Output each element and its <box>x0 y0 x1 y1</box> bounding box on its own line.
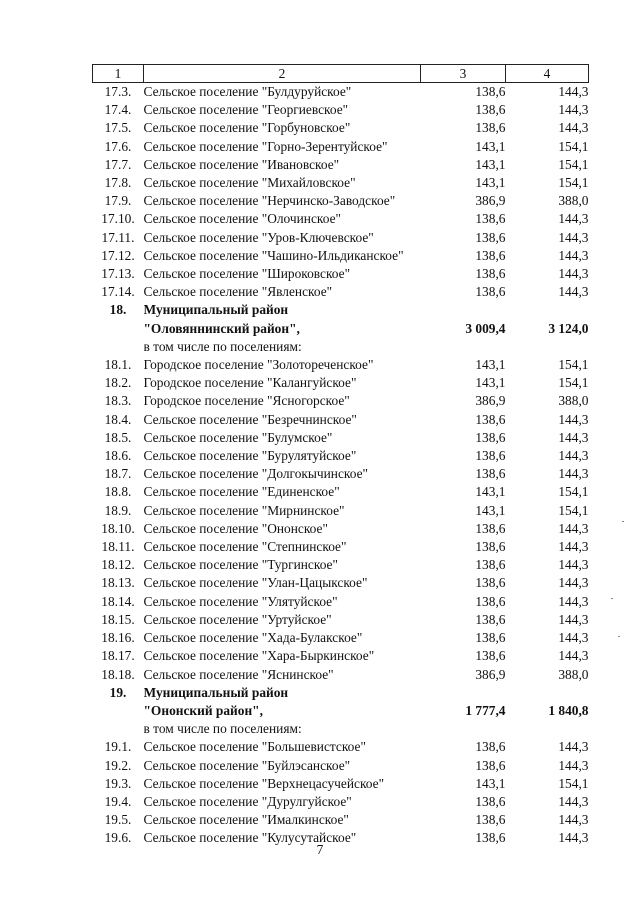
row-name: Сельское поселение "Чашино-Ильдиканское" <box>143 247 404 263</box>
row-value-col4: 144,3 <box>558 466 589 482</box>
row-value-col4: 144,3 <box>558 284 589 300</box>
row-value-col3: 138,6 <box>475 211 506 227</box>
table-row <box>93 429 589 447</box>
table-row <box>93 556 589 574</box>
row-number: 18.9. <box>104 502 132 518</box>
row-value-col3: 138,6 <box>475 120 506 136</box>
row-value-col3: 138,6 <box>475 520 506 536</box>
row-value-col4: 1 840,8 <box>548 702 589 718</box>
row-number: 19.4. <box>104 793 132 809</box>
row-number: 17.8. <box>104 175 132 191</box>
row-number: 18.2. <box>104 375 132 391</box>
row-name: "Оловяннинский район", <box>143 320 300 336</box>
row-number: 17.12. <box>101 247 135 263</box>
row-name: Сельское поселение "Нерчинско-Заводское" <box>143 193 396 209</box>
row-value-col4: 144,3 <box>558 557 589 573</box>
row-value-col3: 143,1 <box>475 775 506 791</box>
budget-table <box>92 64 589 848</box>
table-row <box>93 684 589 702</box>
row-value-col3: 386,9 <box>475 666 506 682</box>
row-name: Сельское поселение "Булумское" <box>143 429 333 445</box>
row-name: Городское поселение "Золотореченское" <box>143 357 374 373</box>
table-row <box>93 138 589 156</box>
table-row <box>93 629 589 647</box>
row-number: 18.8. <box>104 484 132 500</box>
row-value-col4: 154,1 <box>558 138 589 154</box>
row-number: 18.18. <box>101 666 135 682</box>
row-number: 18.10. <box>101 520 135 536</box>
table-row <box>93 793 589 811</box>
table-row <box>93 101 589 119</box>
row-number: 19.3. <box>104 775 132 791</box>
row-number: 17.9. <box>104 193 132 209</box>
row-number: 18.6. <box>104 448 132 464</box>
row-value-col4: 154,1 <box>558 484 589 500</box>
row-value-col3: 138,6 <box>475 229 506 245</box>
column-header-1: 1 <box>93 65 144 83</box>
row-value-col3: 138,6 <box>475 830 506 846</box>
table-row <box>93 593 589 611</box>
table-row <box>93 666 589 684</box>
row-value-col4: 144,3 <box>558 429 589 445</box>
row-value-col4: 154,1 <box>558 775 589 791</box>
row-value-col4: 144,3 <box>558 102 589 118</box>
row-value-col4: 144,3 <box>558 229 589 245</box>
row-value-col4: 154,1 <box>558 502 589 518</box>
table-row <box>93 647 589 665</box>
table-row <box>93 738 589 756</box>
column-header-3: 3 <box>421 65 506 83</box>
row-name: Сельское поселение "Тургинское" <box>143 557 338 573</box>
row-name: Сельское поселение "Уртуйское" <box>143 611 332 627</box>
table-row <box>93 811 589 829</box>
table-row <box>93 229 589 247</box>
row-value-col3: 138,6 <box>475 102 506 118</box>
row-name: Сельское поселение "Яснинское" <box>143 666 334 682</box>
row-number: 17.7. <box>104 156 132 172</box>
row-value-col3: 143,1 <box>475 175 506 191</box>
row-value-col3: 138,6 <box>475 466 506 482</box>
row-name: Сельское поселение "Уров-Ключевское" <box>143 229 374 245</box>
table-row <box>93 720 589 738</box>
row-value-col4: 144,3 <box>558 630 589 646</box>
row-value-col4: 154,1 <box>558 375 589 391</box>
row-value-col3: 138,6 <box>475 411 506 427</box>
table-row <box>93 411 589 429</box>
row-number: 17.3. <box>104 84 132 99</box>
column-header-4: 4 <box>506 65 589 83</box>
row-name: "Ононский район", <box>143 702 263 718</box>
row-value-col3: 138,6 <box>475 84 506 99</box>
table-row <box>93 502 589 520</box>
row-number: 18.16. <box>101 630 135 646</box>
row-number: 18.15. <box>101 611 135 627</box>
row-number: 17.5. <box>104 120 132 136</box>
row-value-col4: 388,0 <box>558 193 589 209</box>
row-value-col4 <box>506 684 589 702</box>
row-name: Сельское поселение "Горно-Зерентуйское" <box>143 138 388 154</box>
row-value-col4: 144,3 <box>558 611 589 627</box>
table-row <box>93 119 589 137</box>
row-number: 19.1. <box>104 739 132 755</box>
row-number: 18.12. <box>101 557 135 573</box>
page-number: 7 <box>316 842 324 857</box>
row-value-col4: 388,0 <box>558 666 589 682</box>
row-name: Сельское поселение "Дурулгуйское" <box>143 793 352 809</box>
row-name: в том числе по поселениям: <box>143 338 302 354</box>
row-name: Сельское поселение "Ононское" <box>143 520 328 536</box>
row-number: 18.3. <box>104 393 132 409</box>
table-row <box>93 538 589 556</box>
row-name: Сельское поселение "Георгиевское" <box>143 102 349 118</box>
row-number: 17.10. <box>101 211 135 227</box>
row-number: 17.6. <box>104 138 132 154</box>
row-value-col3: 143,1 <box>475 502 506 518</box>
row-value-col3 <box>421 301 506 319</box>
row-number: 18.1. <box>104 357 132 373</box>
row-number: 17.14. <box>101 284 135 300</box>
row-value-col4: 144,3 <box>558 812 589 828</box>
row-value-col4: 3 124,0 <box>548 320 589 336</box>
row-name: Сельское поселение "Ивановское" <box>143 156 340 172</box>
row-name: Сельское поселение "Кулусутайское" <box>143 830 357 846</box>
row-name: Сельское поселение "Олочинское" <box>143 211 342 227</box>
row-value-col4: 154,1 <box>558 357 589 373</box>
row-name: Сельское поселение "Мирнинское" <box>143 502 345 518</box>
row-number: 18.13. <box>101 575 135 591</box>
table-row <box>93 520 589 538</box>
table-row <box>93 83 589 102</box>
row-name: Сельское поселение "Явленское" <box>143 284 333 300</box>
table-row <box>93 210 589 228</box>
row-name: Сельское поселение "Безречнинское" <box>143 411 357 427</box>
row-number <box>93 702 144 720</box>
table-row <box>93 447 589 465</box>
table-row <box>93 702 589 720</box>
column-header-2: 2 <box>144 65 421 83</box>
row-number: 18.11. <box>101 539 135 555</box>
scan-speck <box>611 598 613 599</box>
row-name: Сельское поселение "Горбуновское" <box>143 120 351 136</box>
row-value-col4: 154,1 <box>558 156 589 172</box>
row-value-col3: 143,1 <box>475 138 506 154</box>
row-value-col4: 144,3 <box>558 120 589 136</box>
row-name: Сельское поселение "Широковское" <box>143 266 351 282</box>
row-value-col3: 138,6 <box>475 575 506 591</box>
row-value-col4 <box>506 301 589 319</box>
row-number: 18.5. <box>104 429 132 445</box>
row-name: Сельское поселение "Булдуруйское" <box>143 84 352 99</box>
row-value-col3: 143,1 <box>475 357 506 373</box>
row-value-col3: 143,1 <box>475 484 506 500</box>
row-name: Сельское поселение "Михайловское" <box>143 175 356 191</box>
row-name: Городское поселение "Калангуйское" <box>143 375 357 391</box>
row-value-col3: 143,1 <box>475 375 506 391</box>
row-value-col4: 144,3 <box>558 539 589 555</box>
table-row <box>93 374 589 392</box>
row-value-col4: 144,3 <box>558 757 589 773</box>
row-value-col3: 1 777,4 <box>465 702 506 718</box>
table-row <box>93 356 589 374</box>
row-name: Сельское поселение "Единенское" <box>143 484 340 500</box>
row-value-col4: 144,3 <box>558 266 589 282</box>
row-value-col3: 138,6 <box>475 539 506 555</box>
row-value-col3: 138,6 <box>475 611 506 627</box>
row-value-col3: 138,6 <box>475 630 506 646</box>
scan-speck <box>618 636 620 637</box>
row-value-col4: 144,3 <box>558 411 589 427</box>
row-number: 19. <box>109 684 127 700</box>
row-value-col3 <box>421 684 506 702</box>
row-name: Сельское поселение "Улятуйское" <box>143 593 338 609</box>
table-row <box>93 775 589 793</box>
row-number: 18. <box>109 302 127 318</box>
table-row <box>93 320 589 338</box>
row-number: 19.5. <box>104 812 132 828</box>
row-value-col3: 3 009,4 <box>465 320 506 336</box>
row-value-col3: 138,6 <box>475 284 506 300</box>
row-value-col3: 138,6 <box>475 557 506 573</box>
table-row <box>93 338 589 356</box>
row-name: Сельское поселение "Хара-Быркинское" <box>143 648 375 664</box>
table-row <box>93 283 589 301</box>
row-value-col4: 144,3 <box>558 448 589 464</box>
row-value-col4 <box>506 720 589 738</box>
row-name: Сельское поселение "Степнинское" <box>143 539 347 555</box>
row-value-col4: 144,3 <box>558 793 589 809</box>
table-row <box>93 192 589 210</box>
row-value-col3 <box>421 338 506 356</box>
row-value-col3: 386,9 <box>475 393 506 409</box>
column-number-header-row <box>93 65 589 83</box>
row-name: Сельское поселение "Хада-Булакское" <box>143 630 363 646</box>
table-row <box>93 301 589 319</box>
row-value-col3: 138,6 <box>475 793 506 809</box>
row-number <box>93 338 144 356</box>
row-value-col3: 138,6 <box>475 812 506 828</box>
row-name: Сельское поселение "Долгокычинское" <box>143 466 369 482</box>
row-number <box>93 320 144 338</box>
table-row <box>93 465 589 483</box>
table-row <box>93 483 589 501</box>
row-value-col4: 144,3 <box>558 575 589 591</box>
row-value-col3: 138,6 <box>475 448 506 464</box>
row-number: 17.11. <box>101 229 135 245</box>
row-value-col4: 154,1 <box>558 175 589 191</box>
table-row <box>93 174 589 192</box>
row-number: 18.14. <box>101 593 135 609</box>
table-row <box>93 611 589 629</box>
row-value-col4 <box>506 338 589 356</box>
row-value-col4: 144,3 <box>558 84 589 99</box>
row-value-col3: 138,6 <box>475 648 506 664</box>
row-value-col3: 138,6 <box>475 429 506 445</box>
row-name: Сельское поселение "Большевистское" <box>143 739 366 755</box>
row-name: Муниципальный район <box>143 684 289 700</box>
row-value-col3: 138,6 <box>475 593 506 609</box>
scan-speck <box>622 521 624 522</box>
row-name: Сельское поселение "Ималкинское" <box>143 812 349 828</box>
table-row <box>93 247 589 265</box>
table-row <box>93 574 589 592</box>
row-name: Сельское поселение "Буйлэсанское" <box>143 757 351 773</box>
row-value-col4: 144,3 <box>558 830 589 846</box>
row-value-col3: 143,1 <box>475 156 506 172</box>
table-body <box>93 83 589 848</box>
row-number: 18.17. <box>101 648 135 664</box>
row-value-col3: 138,6 <box>475 739 506 755</box>
row-number: 17.13. <box>101 266 135 282</box>
row-value-col3 <box>421 720 506 738</box>
row-number: 19.2. <box>104 757 132 773</box>
row-value-col4: 144,3 <box>558 648 589 664</box>
row-name: Сельское поселение "Верхнецасучейское" <box>143 775 385 791</box>
table-row <box>93 757 589 775</box>
table-row <box>93 392 589 410</box>
row-value-col4: 144,3 <box>558 593 589 609</box>
row-name: Муниципальный район <box>143 302 289 318</box>
table-row <box>93 156 589 174</box>
row-name: Сельское поселение "Бурулятуйское" <box>143 448 357 464</box>
row-number: 18.7. <box>104 466 132 482</box>
row-value-col4: 388,0 <box>558 393 589 409</box>
row-number <box>93 720 144 738</box>
row-name: Сельское поселение "Улан-Цацыкское" <box>143 575 368 591</box>
table-row <box>93 265 589 283</box>
row-number: 18.4. <box>104 411 132 427</box>
row-value-col3: 138,6 <box>475 266 506 282</box>
row-name: в том числе по поселениям: <box>143 721 302 737</box>
row-value-col3: 138,6 <box>475 247 506 263</box>
row-value-col4: 144,3 <box>558 739 589 755</box>
row-value-col3: 386,9 <box>475 193 506 209</box>
row-number: 17.4. <box>104 102 132 118</box>
row-value-col4: 144,3 <box>558 247 589 263</box>
row-value-col4: 144,3 <box>558 211 589 227</box>
row-number: 19.6. <box>104 830 132 846</box>
row-name: Городское поселение "Ясногорское" <box>143 393 350 409</box>
row-value-col4: 144,3 <box>558 520 589 536</box>
row-value-col3: 138,6 <box>475 757 506 773</box>
